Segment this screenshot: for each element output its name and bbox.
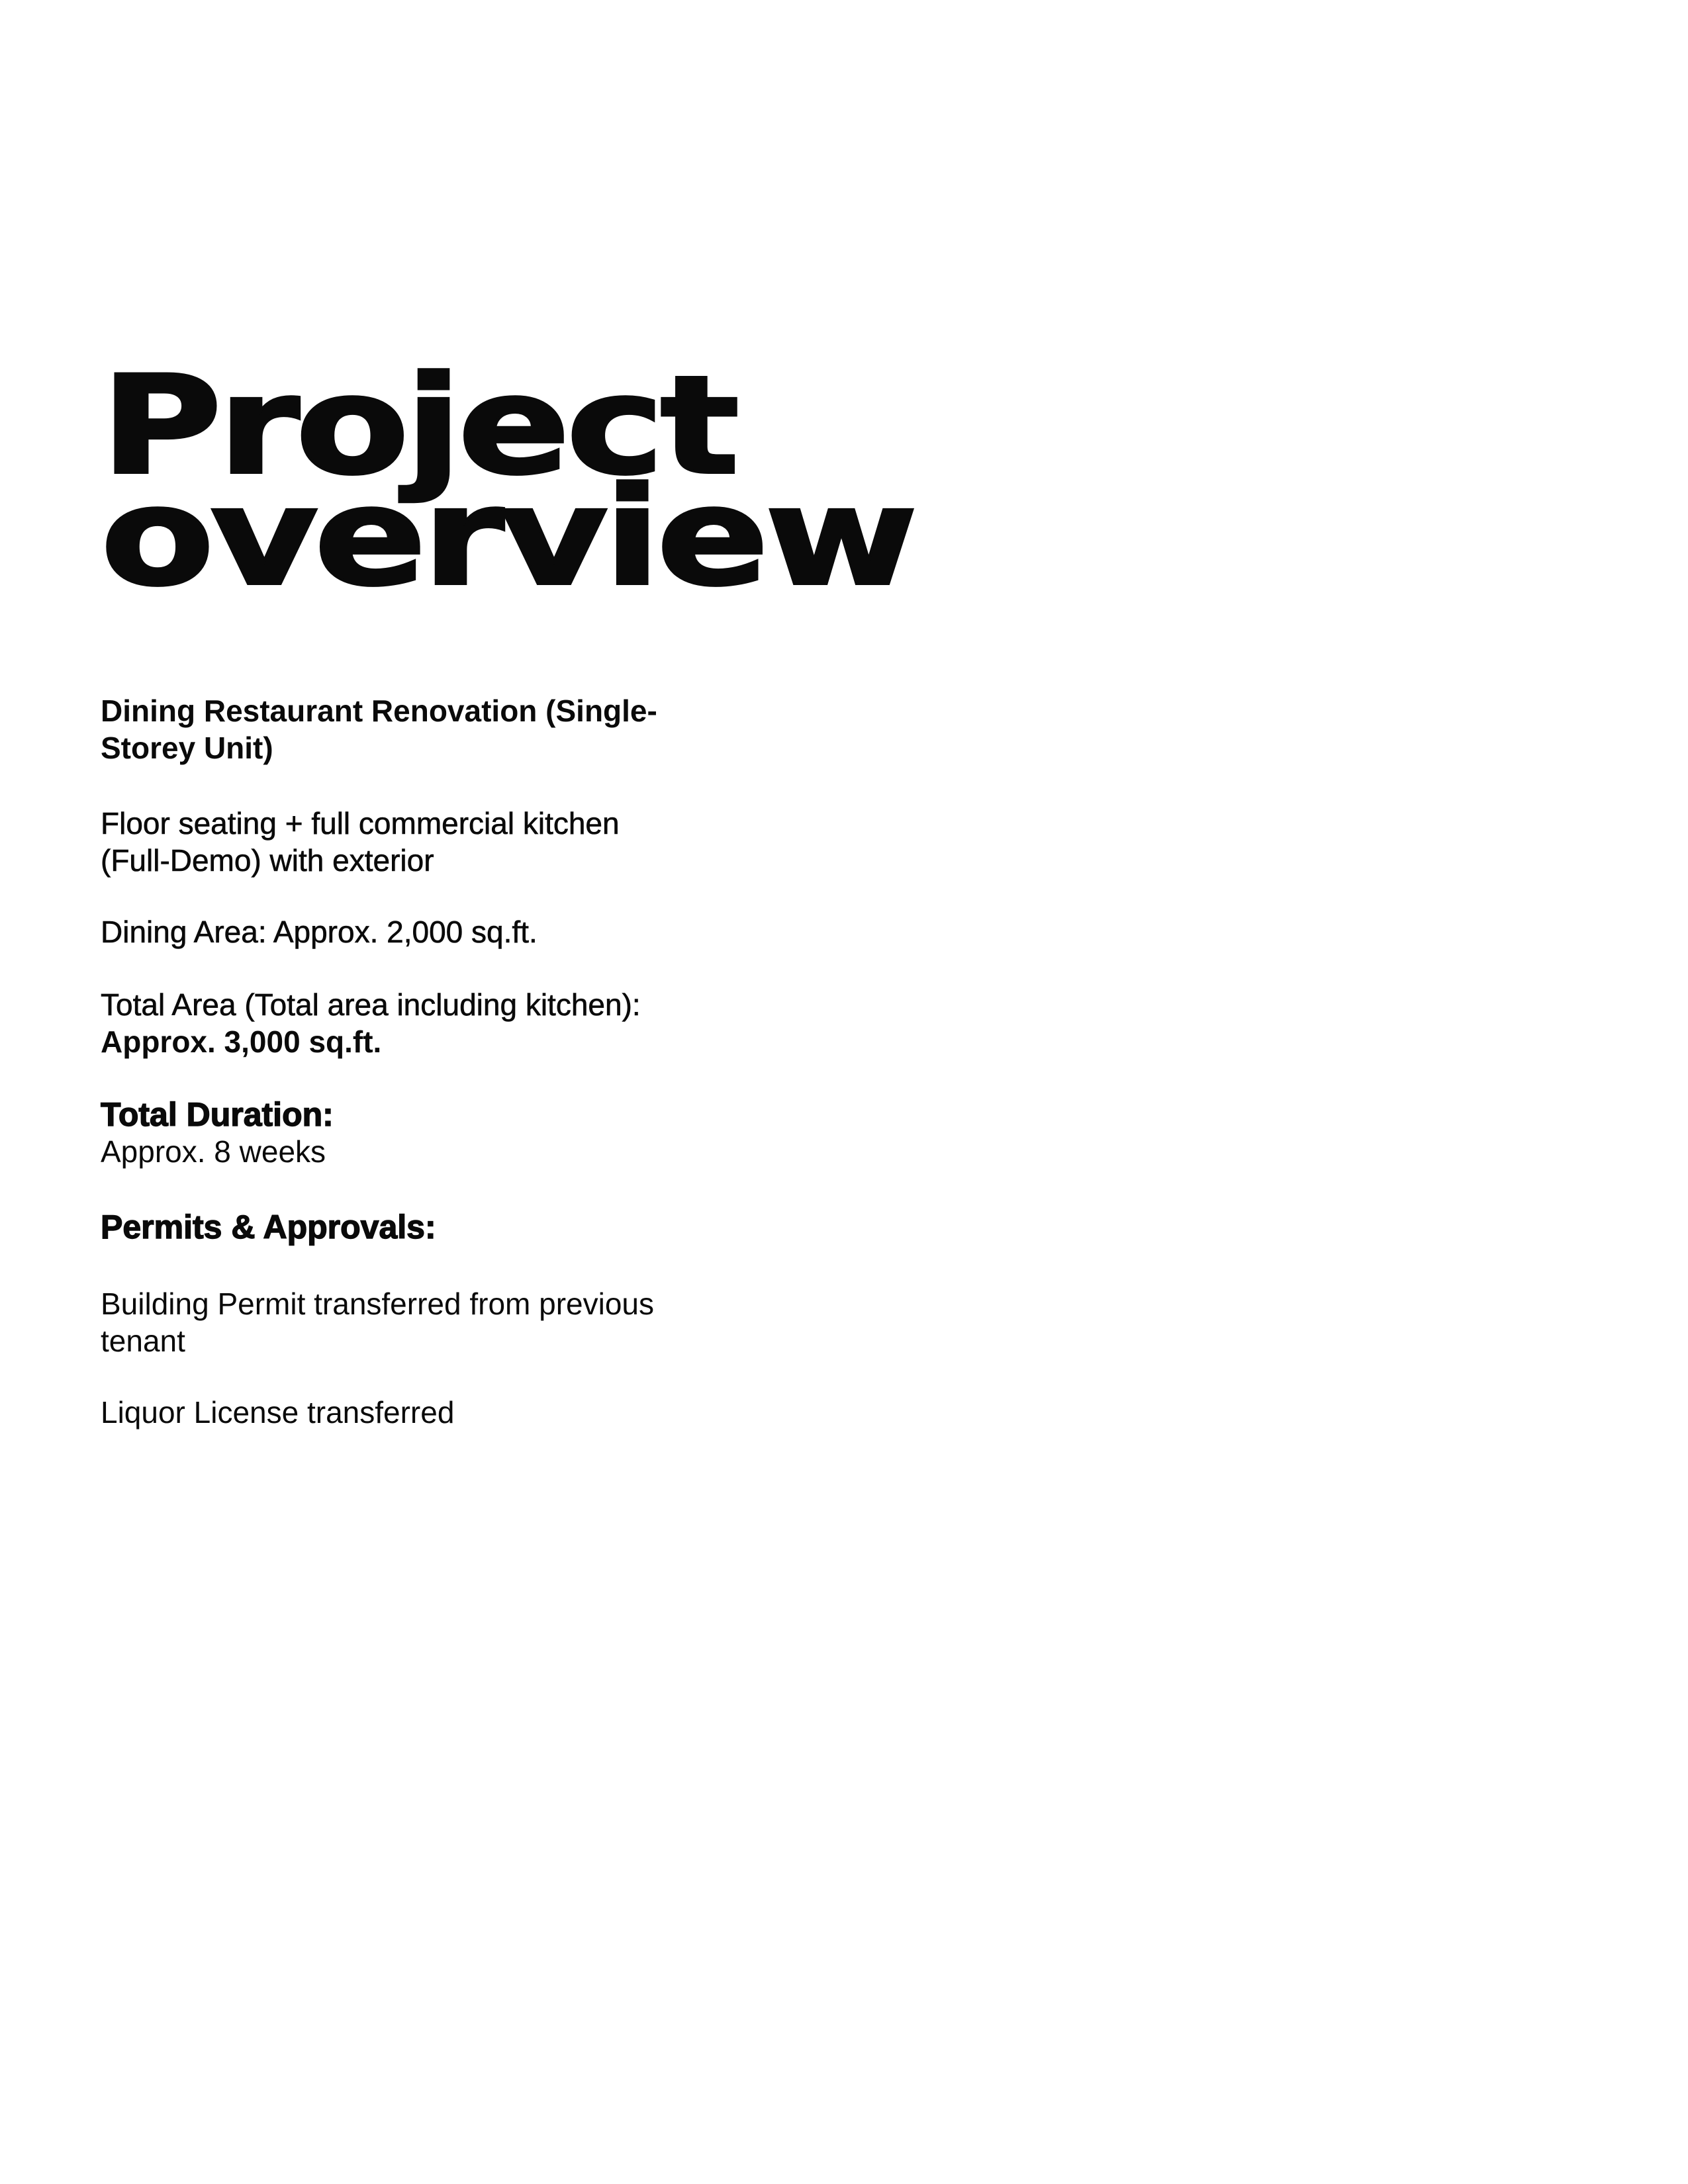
project-name-line-1: Dining Restaurant Renovation (Single- xyxy=(101,694,657,728)
permits-heading-text: Permits & Approvals: xyxy=(101,1208,436,1246)
permits-heading xyxy=(101,1208,849,1246)
total-duration-heading: Total Duration: xyxy=(101,1096,334,1133)
total-area-label: Total Area (Total area including kitchen): xyxy=(101,987,641,1022)
project-name-line-2: Storey Unit) xyxy=(101,731,273,765)
building-permit xyxy=(101,1285,849,1359)
total-area xyxy=(101,986,849,1060)
total-duration xyxy=(101,1096,849,1170)
project-name xyxy=(101,692,849,766)
dining-area xyxy=(101,913,849,950)
building-permit-line-2: tenant xyxy=(101,1324,185,1358)
building-permit-line-1: Building Permit transferred from previous xyxy=(101,1287,654,1321)
page-title xyxy=(101,347,914,616)
liquor-license xyxy=(101,1394,849,1431)
total-area-value: Approx. 3,000 sq.ft. xyxy=(101,1024,382,1059)
project-scope xyxy=(101,805,849,879)
page-title-line-1: Project xyxy=(101,347,735,505)
total-duration-value: Approx. 8 weeks xyxy=(101,1134,326,1169)
dining-area-text: Dining Area: Approx. 2,000 sq.ft. xyxy=(101,915,538,949)
project-scope-line-1: Floor seating + full commercial kitchen xyxy=(101,806,620,841)
liquor-license-text: Liquor License transferred xyxy=(101,1395,455,1430)
project-scope-line-2: (Full-Demo) with exterior xyxy=(101,843,434,878)
page-title-line-2: overview xyxy=(101,459,914,616)
